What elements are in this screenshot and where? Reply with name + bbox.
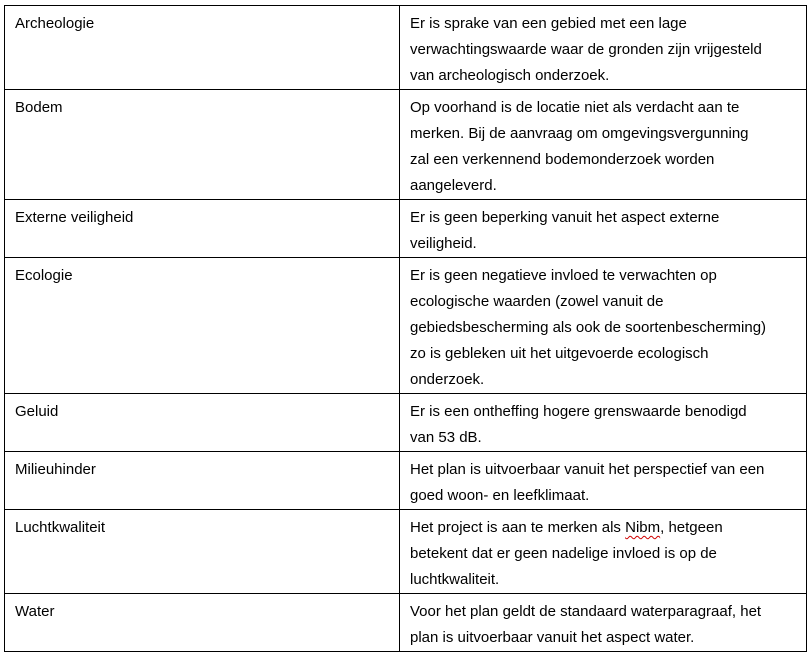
description-cell [400,6,807,90]
description-cell [400,258,807,394]
description-line: onderzoek. [410,371,485,388]
aspect-cell [5,594,400,652]
spellcheck-flagged-word: Nibm [625,519,661,536]
table-row [5,6,807,90]
description-text: , hetgeen [660,519,723,536]
description-line: Op voorhand is de locatie niet als verdacht aan te [410,99,740,116]
aspect-cell [5,394,400,452]
description-line: Er is geen beperking vanuit het aspect externe [410,209,720,226]
description-line: zal een verkennend bodemonderzoek worden [410,151,715,168]
aspect-cell [5,258,400,394]
description-line: Er is een ontheffing hogere grenswaarde benodigd [410,403,747,420]
description-cell [400,452,807,510]
aspect-label: Externe veiligheid [15,209,134,226]
description-line: aangeleverd. [410,177,497,194]
description-line [410,515,798,541]
description-cell [400,510,807,594]
table-row [5,90,807,200]
description-text: Het project is aan te merken als [410,519,626,536]
description-line: ecologische waarden (zowel vanuit de [410,293,664,310]
description-line: van archeologisch onderzoek. [410,67,610,84]
description-line: Het plan is uitvoerbaar vanuit het perspectief van een [410,461,765,478]
environmental-aspects-table [4,5,807,652]
description-cell [400,200,807,258]
description-line: Voor het plan geldt de standaard waterparagraaf, het [410,603,762,620]
table-row [5,394,807,452]
description-line: verwachtingswaarde waar de gronden zijn vrijgesteld [410,41,762,58]
aspect-label: Archeologie [15,15,95,32]
description-line: betekent dat er geen nadelige invloed is op de [410,545,717,562]
description-line: Er is geen negatieve invloed te verwachten op [410,267,717,284]
aspect-label: Ecologie [15,267,73,284]
description-line: van 53 dB. [410,429,482,446]
aspect-cell [5,510,400,594]
description-line: veiligheid. [410,235,477,252]
aspect-label: Water [15,603,55,620]
table-row [5,594,807,652]
aspect-label: Bodem [15,99,63,116]
aspect-cell [5,6,400,90]
aspect-label: Geluid [15,403,59,420]
aspect-label: Luchtkwaliteit [15,519,106,536]
aspect-cell [5,90,400,200]
table-row [5,258,807,394]
description-line: zo is gebleken uit het uitgevoerde ecologisch [410,345,709,362]
aspect-cell [5,200,400,258]
table-row [5,510,807,594]
table-row [5,200,807,258]
description-cell [400,594,807,652]
description-cell [400,394,807,452]
description-line: gebiedsbescherming als ook de soortenbescherming) [410,319,767,336]
description-cell [400,90,807,200]
description-line: goed woon- en leefklimaat. [410,487,590,504]
description-line: plan is uitvoerbaar vanuit het aspect water. [410,629,695,646]
aspect-cell [5,452,400,510]
description-line: luchtkwaliteit. [410,571,500,588]
description-line: merken. Bij de aanvraag om omgevingsvergunning [410,125,749,142]
table-row [5,452,807,510]
description-line: Er is sprake van een gebied met een lage [410,15,687,32]
aspect-label: Milieuhinder [15,461,96,478]
